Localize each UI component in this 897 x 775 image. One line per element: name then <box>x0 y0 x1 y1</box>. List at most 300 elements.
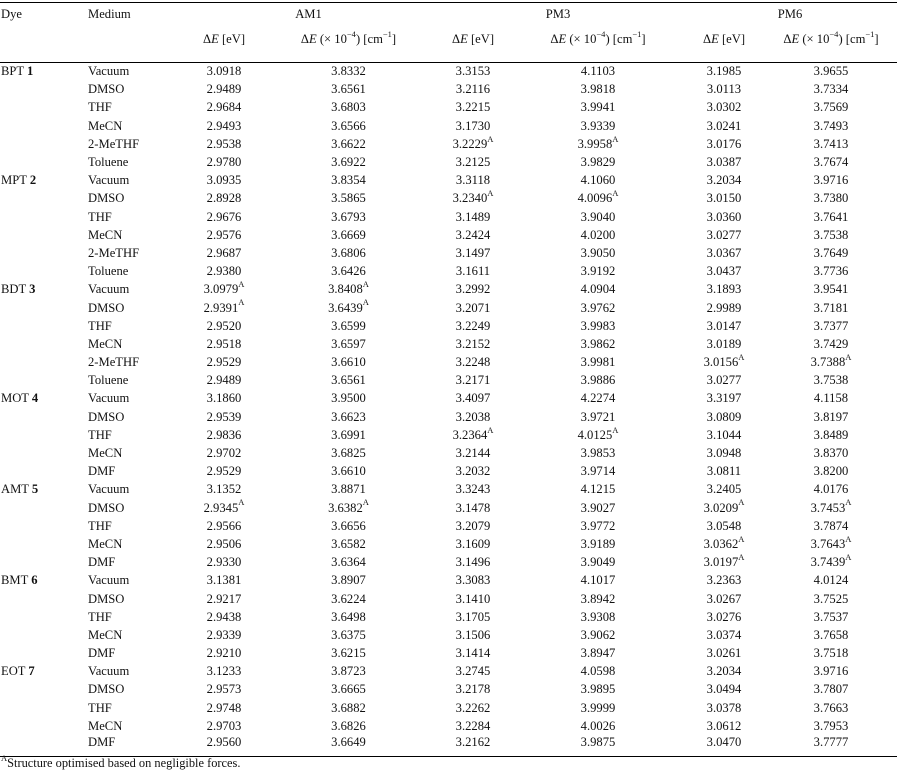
table-row <box>0 717 897 735</box>
cell-value: 3.8354 <box>331 173 366 188</box>
cell-dye <box>0 153 86 171</box>
table-row <box>0 135 897 153</box>
cell-am1-ev <box>184 99 264 117</box>
cell-medium: 2-MeTHF <box>88 355 140 370</box>
cell-am1-ev <box>184 663 264 681</box>
cell-value: 2.9330 <box>206 555 242 570</box>
cell-pm6-ev <box>683 444 765 462</box>
cell-value: 3.8332 <box>331 64 366 79</box>
cell-value: 4.2274 <box>580 391 616 406</box>
cell-pm3-ev <box>433 281 513 299</box>
cell-dye <box>0 335 86 353</box>
cell-am1-ev <box>184 699 264 717</box>
cell-am1-cm <box>264 317 433 335</box>
cell-pm6-cm <box>765 590 897 608</box>
cell-value: 3.7643 <box>810 536 846 551</box>
cell-value: 3.7388 <box>810 355 846 370</box>
cell-value: 3.0302 <box>706 100 742 115</box>
cell-dye <box>0 626 86 644</box>
cell-value: 3.2745 <box>455 664 491 679</box>
cell-am1-ev <box>184 645 264 663</box>
cell-am1-cm <box>264 117 433 135</box>
cell-value: 3.1730 <box>455 118 491 133</box>
table-row <box>0 590 897 608</box>
cell-value: 3.1506 <box>455 627 491 642</box>
cell-dye <box>0 172 86 190</box>
cell-medium: MeCN <box>88 536 123 551</box>
cell-am1-ev <box>184 590 264 608</box>
cell-am1-cm <box>264 554 433 572</box>
cell-value: 3.7439 <box>810 555 846 570</box>
footnote-ref: A <box>845 351 852 362</box>
footnote-ref: A <box>487 188 494 199</box>
cell-dye <box>0 244 86 262</box>
cell-value: 3.7493 <box>813 118 849 133</box>
cell-value: 3.2363 <box>706 573 742 588</box>
cell-dye <box>0 117 86 135</box>
cell-value: 3.9895 <box>580 682 616 697</box>
cell-pm6-cm <box>765 735 897 757</box>
cell-am1-ev <box>184 317 264 335</box>
cell-value: 2.9676 <box>206 209 242 224</box>
cell-medium: THF <box>88 518 112 533</box>
table-row <box>0 244 897 262</box>
cell-value: 3.9655 <box>813 64 849 79</box>
cell-value: 3.8947 <box>580 646 616 661</box>
footnote-ref: A <box>238 297 245 308</box>
cell-value: 3.9716 <box>813 173 849 188</box>
cell-value: 3.0360 <box>706 209 742 224</box>
cell-value: 3.7736 <box>813 264 849 279</box>
cell-value: 2.9989 <box>706 300 742 315</box>
cell-am1-ev <box>184 463 264 481</box>
cell-value: 2.9529 <box>206 355 242 370</box>
cell-am1-ev <box>184 153 264 171</box>
cell-am1-cm <box>264 535 433 553</box>
cell-value: 3.0277 <box>706 373 742 388</box>
cell-am1-cm <box>264 172 433 190</box>
header-unit-close: ] <box>641 32 646 46</box>
cell-value: 3.9189 <box>580 536 616 551</box>
cell-am1-ev <box>184 717 264 735</box>
dye-name: BPT <box>1 64 24 79</box>
header-am1-ev <box>184 29 264 63</box>
cell-value: 3.9500 <box>331 391 366 406</box>
cell-value: 3.9027 <box>580 500 616 515</box>
cell-am1-ev <box>184 281 264 299</box>
table-row <box>0 663 897 681</box>
cell-pm3-cm <box>513 626 683 644</box>
footnote-ref: A <box>362 279 369 290</box>
cell-medium: DMF <box>88 464 116 479</box>
cell-value: 4.1017 <box>580 573 616 588</box>
header-delta: Δ <box>300 32 309 46</box>
cell-dye <box>0 572 86 590</box>
dye-name: EOT <box>1 664 26 679</box>
cell-pm3-cm <box>513 517 683 535</box>
cell-value: 2.9345 <box>203 500 239 515</box>
cell-pm3-cm <box>513 226 683 244</box>
cell-value: 3.1044 <box>706 427 742 442</box>
cell-value: 3.2215 <box>455 100 491 115</box>
table-row <box>0 281 897 299</box>
cell-pm6-cm <box>765 663 897 681</box>
footnote-ref: A <box>612 424 619 435</box>
results-table <box>0 2 897 757</box>
cell-pm6-cm <box>765 626 897 644</box>
cell-value: 3.0948 <box>706 446 742 461</box>
cell-am1-cm <box>264 81 433 99</box>
cell-value: 3.9049 <box>580 555 616 570</box>
cell-pm3-ev <box>433 244 513 262</box>
cell-value: 3.0811 <box>706 464 742 479</box>
cell-pm6-ev <box>683 626 765 644</box>
cell-am1-ev <box>184 517 264 535</box>
cell-value: 3.1478 <box>455 500 491 515</box>
cell-pm3-cm <box>513 408 683 426</box>
header-unit-exp: −1 <box>382 28 392 39</box>
cell-pm3-cm <box>513 444 683 462</box>
cell-pm3-ev <box>433 63 513 81</box>
table-row <box>0 208 897 226</box>
header-factor-exp: −4 <box>596 28 606 39</box>
cell-am1-cm <box>264 354 433 372</box>
table-row <box>0 517 897 535</box>
cell-value: 3.1410 <box>455 591 491 606</box>
cell-value: 3.6656 <box>331 518 366 533</box>
cell-value: 2.9780 <box>206 155 242 170</box>
cell-value: 3.2284 <box>455 718 491 733</box>
cell-dye <box>0 444 86 462</box>
cell-pm6-ev <box>683 299 765 317</box>
cell-am1-cm <box>264 153 433 171</box>
header-unit-ev: [eV] <box>721 32 746 46</box>
cell-am1-cm <box>264 372 433 390</box>
cell-pm6-cm <box>765 317 897 335</box>
cell-value: 3.5865 <box>331 191 366 206</box>
cell-value: 3.9958 <box>577 136 613 151</box>
cell-medium: MeCN <box>88 718 123 733</box>
cell-value: 3.0113 <box>706 82 742 97</box>
cell-value: 4.0176 <box>813 482 849 497</box>
cell-pm6-ev <box>683 551 765 572</box>
cell-pm6-ev <box>683 263 765 281</box>
cell-dye <box>0 81 86 99</box>
cell-value: 3.6649 <box>331 735 366 750</box>
cell-value: 3.2038 <box>455 409 491 424</box>
cell-value: 3.1381 <box>206 573 242 588</box>
header-delta: Δ <box>783 32 792 46</box>
cell-value: 3.7413 <box>813 136 849 151</box>
cell-value: 3.7377 <box>813 318 849 333</box>
cell-medium: MeCN <box>88 336 123 351</box>
cell-pm6-ev <box>683 244 765 262</box>
cell-am1-cm <box>264 735 433 757</box>
footnote-ref: A <box>845 533 852 544</box>
cell-pm6-ev <box>683 172 765 190</box>
cell-pm3-cm <box>513 554 683 572</box>
cell-am1-cm <box>264 481 433 499</box>
cell-pm3-cm <box>513 354 683 372</box>
cell-value: 3.1609 <box>455 536 491 551</box>
cell-value: 4.0026 <box>580 718 616 733</box>
cell-am1-cm <box>264 390 433 408</box>
cell-am1-ev <box>184 444 264 462</box>
cell-value: 2.9748 <box>206 700 242 715</box>
cell-value: 3.1414 <box>455 646 491 661</box>
cell-value: 2.9560 <box>206 735 242 750</box>
cell-value: 3.2249 <box>455 318 491 333</box>
cell-value: 3.6803 <box>331 100 366 115</box>
cell-pm3-cm <box>513 426 683 444</box>
table-row <box>0 735 897 757</box>
header-delta: Δ <box>202 32 212 46</box>
cell-pm3-ev <box>433 699 513 717</box>
cell-value: 3.6382 <box>328 500 363 515</box>
cell-value: 3.3118 <box>455 173 491 188</box>
cell-am1-cm <box>264 444 433 462</box>
header-unit-exp: −1 <box>632 28 642 39</box>
cell-pm6-cm <box>765 444 897 462</box>
cell-pm6-cm <box>765 117 897 135</box>
cell-am1-cm <box>264 645 433 663</box>
cell-pm6-ev <box>683 208 765 226</box>
cell-value: 3.0374 <box>706 627 742 642</box>
cell-am1-ev <box>184 608 264 626</box>
table-row <box>0 699 897 717</box>
cell-am1-ev <box>184 372 264 390</box>
cell-value: 2.9538 <box>206 136 242 151</box>
cell-value: 3.0147 <box>706 318 742 333</box>
table-row <box>0 681 897 699</box>
cell-value: 3.2034 <box>706 664 742 679</box>
cell-pm6-ev <box>683 481 765 499</box>
footnote-ref: A <box>845 551 852 562</box>
cell-value: 3.6825 <box>331 446 366 461</box>
cell-value: 3.2262 <box>455 700 491 715</box>
footnote-ref: A <box>238 497 245 508</box>
cell-value: 3.8723 <box>331 664 366 679</box>
table-row <box>0 535 897 553</box>
cell-value: 2.8928 <box>206 191 242 206</box>
cell-value: 3.2071 <box>455 300 491 315</box>
cell-pm3-ev <box>433 299 513 317</box>
header-delta: Δ <box>702 32 712 46</box>
cell-value: 3.7537 <box>813 609 849 624</box>
cell-value: 4.1103 <box>580 64 616 79</box>
cell-pm3-cm <box>513 735 683 757</box>
cell-value: 3.2034 <box>706 173 742 188</box>
cell-value: 3.6597 <box>331 336 366 351</box>
cell-value: 3.3083 <box>455 573 491 588</box>
cell-am1-cm <box>264 717 433 735</box>
cell-pm3-ev <box>433 444 513 462</box>
cell-value: 3.9886 <box>580 373 616 388</box>
footnote-ref: A <box>612 188 619 199</box>
cell-value: 2.9506 <box>206 536 242 551</box>
cell-value: 3.7453 <box>810 500 846 515</box>
cell-am1-ev <box>184 408 264 426</box>
cell-value: 3.2248 <box>455 355 491 370</box>
cell-medium: Vacuum <box>88 482 130 497</box>
header-var-e: E <box>711 32 719 46</box>
cell-medium: DMSO <box>88 500 125 515</box>
cell-medium: Toluene <box>88 373 129 388</box>
cell-am1-ev <box>184 172 264 190</box>
cell-value: 3.9716 <box>813 664 849 679</box>
cell-dye <box>0 208 86 226</box>
cell-value: 3.3153 <box>455 64 491 79</box>
cell-value: 3.8197 <box>813 409 849 424</box>
cell-pm6-ev <box>683 281 765 299</box>
cell-value: 3.2116 <box>455 82 491 97</box>
header-factor-exp: −4 <box>346 28 356 39</box>
cell-value: 3.1497 <box>455 245 491 260</box>
cell-pm3-ev <box>433 481 513 499</box>
cell-pm6-cm <box>765 463 897 481</box>
cell-am1-cm <box>264 208 433 226</box>
cell-am1-cm <box>264 681 433 699</box>
cell-value: 3.7649 <box>813 245 849 260</box>
table-row <box>0 63 897 81</box>
cell-pm6-cm <box>765 63 897 81</box>
cell-pm6-ev <box>683 499 765 517</box>
cell-value: 3.1611 <box>455 264 491 279</box>
cell-dye <box>0 554 86 572</box>
cell-am1-ev <box>184 208 264 226</box>
header-factor: (× 10 <box>569 32 597 46</box>
cell-am1-cm <box>264 299 433 317</box>
table-row <box>0 99 897 117</box>
table-row <box>0 226 897 244</box>
cell-am1-cm <box>264 590 433 608</box>
cell-medium: Vacuum <box>88 173 130 188</box>
cell-value: 3.9339 <box>580 118 616 133</box>
cell-am1-cm <box>264 244 433 262</box>
cell-pm6-cm <box>765 535 897 553</box>
footnote-ref: A <box>738 533 745 544</box>
cell-medium: Vacuum <box>88 391 130 406</box>
cell-value: 3.0470 <box>706 735 742 750</box>
cell-am1-ev <box>184 81 264 99</box>
footnote-ref: A <box>738 497 745 508</box>
table-row <box>0 299 897 317</box>
cell-pm6-cm <box>765 645 897 663</box>
cell-am1-ev <box>184 481 264 499</box>
cell-value: 3.0150 <box>706 191 742 206</box>
cell-value: 2.9391 <box>203 300 239 315</box>
cell-pm3-cm <box>513 717 683 735</box>
cell-value: 3.2162 <box>455 735 491 750</box>
cell-value: 3.6882 <box>331 700 366 715</box>
cell-pm3-cm <box>513 608 683 626</box>
cell-value: 4.0096 <box>577 191 613 206</box>
cell-dye <box>0 463 86 481</box>
cell-medium: Vacuum <box>88 664 130 679</box>
cell-pm3-cm <box>513 372 683 390</box>
cell-am1-ev <box>184 554 264 572</box>
cell-medium: DMSO <box>88 409 125 424</box>
dye-name: AMT <box>1 482 29 497</box>
cell-am1-cm <box>264 99 433 117</box>
cell-pm6-ev <box>683 645 765 663</box>
dye-number: 4 <box>31 391 39 406</box>
cell-value: 3.7429 <box>813 336 849 351</box>
cell-pm6-ev <box>683 572 765 590</box>
cell-value: 3.6623 <box>331 409 366 424</box>
cell-pm6-ev <box>683 663 765 681</box>
cell-medium: DMF <box>88 646 116 661</box>
cell-value: 3.9762 <box>580 300 616 315</box>
cell-medium: THF <box>88 209 112 224</box>
cell-value: 3.9308 <box>580 609 616 624</box>
table-row <box>0 354 897 372</box>
cell-am1-ev <box>184 535 264 553</box>
cell-pm3-cm <box>513 699 683 717</box>
header-var-e: E <box>791 32 800 46</box>
cell-dye <box>0 645 86 663</box>
cell-value: 2.9520 <box>206 318 242 333</box>
cell-pm3-cm <box>513 135 683 153</box>
header-pm3-ev <box>433 29 513 63</box>
cell-value: 3.9062 <box>580 627 616 642</box>
cell-value: 3.1352 <box>206 482 242 497</box>
table-row <box>0 645 897 663</box>
cell-value: 3.6669 <box>331 227 366 242</box>
cell-value: 3.1705 <box>455 609 491 624</box>
cell-pm3-ev <box>433 335 513 353</box>
header-pm6-cm <box>765 29 897 63</box>
cell-pm3-ev <box>433 535 513 553</box>
cell-pm6-cm <box>765 99 897 117</box>
cell-pm6-cm <box>765 551 897 572</box>
cell-pm6-ev <box>683 335 765 353</box>
table-row <box>0 608 897 626</box>
cell-dye <box>0 299 86 317</box>
cell-value: 3.8408 <box>328 282 363 297</box>
cell-pm3-cm <box>513 117 683 135</box>
header-var-e: E <box>211 32 219 46</box>
cell-am1-ev <box>184 335 264 353</box>
cell-value: 3.1893 <box>706 282 742 297</box>
cell-value: 3.2032 <box>455 464 491 479</box>
cell-value: 3.7641 <box>813 209 849 224</box>
cell-medium: THF <box>88 318 112 333</box>
cell-value: 3.1860 <box>206 391 242 406</box>
cell-pm3-ev <box>433 81 513 99</box>
cell-value: 2.9493 <box>206 118 242 133</box>
cell-medium: THF <box>88 427 112 442</box>
table-header <box>0 3 897 63</box>
cell-medium: THF <box>88 100 112 115</box>
cell-value: 3.7518 <box>813 646 849 661</box>
table-row <box>0 263 897 281</box>
cell-pm6-ev <box>683 190 765 208</box>
cell-value: 3.1489 <box>455 209 491 224</box>
cell-pm3-cm <box>513 190 683 208</box>
footnote-ref: A <box>845 497 852 508</box>
cell-value: 2.9539 <box>206 409 242 424</box>
cell-value: 4.0124 <box>813 573 849 588</box>
cell-value: 3.6991 <box>331 427 366 442</box>
cell-pm3-ev <box>433 190 513 208</box>
cell-pm6-ev <box>683 535 765 553</box>
cell-value: 3.0277 <box>706 227 742 242</box>
header-row-units <box>0 29 897 63</box>
cell-value: 3.7658 <box>813 627 849 642</box>
cell-value: 2.9529 <box>206 464 242 479</box>
cell-am1-cm <box>264 408 433 426</box>
